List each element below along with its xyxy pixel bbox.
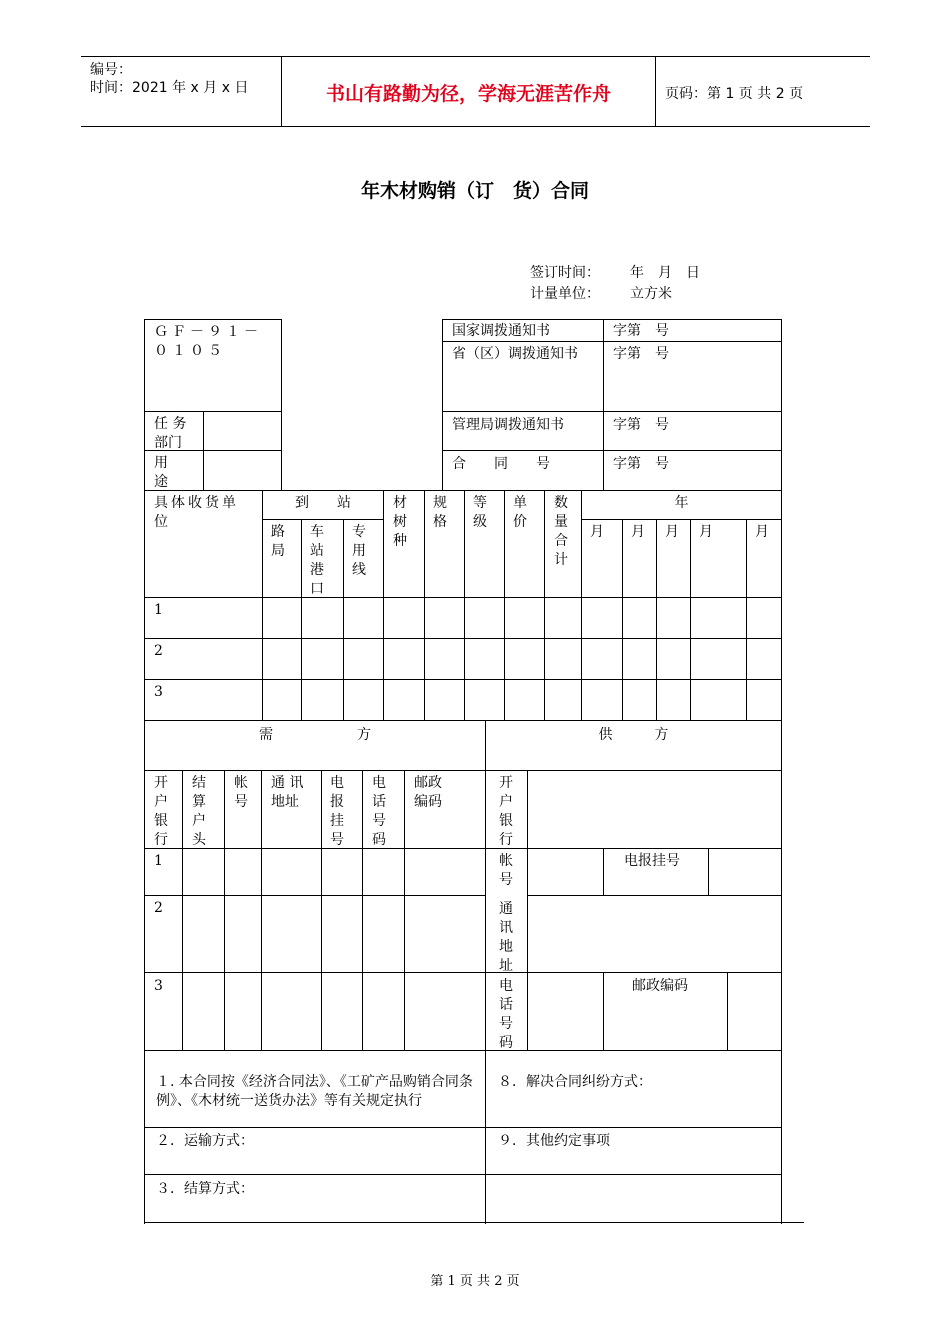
sign-date xyxy=(530,262,700,282)
party-row-number: 3 xyxy=(154,978,163,994)
col-qty: 数量合计 xyxy=(554,495,568,568)
party-row-number: 2 xyxy=(154,900,163,916)
col-month: 月 xyxy=(699,524,713,540)
measure-unit xyxy=(530,283,672,303)
term-3: ３．结算方式： xyxy=(156,1181,254,1197)
header-divider xyxy=(655,57,656,126)
page-label: 页码：第 1 页 共 2 页 xyxy=(665,86,804,102)
supply-phone-label: 电话号码 xyxy=(499,978,513,1051)
row-number: 1 xyxy=(154,602,163,618)
supply-address-label: 通讯地址 xyxy=(499,901,513,974)
col-station: 车站港口 xyxy=(310,524,324,597)
col-month: 月 xyxy=(631,524,645,540)
term-2: ２．运输方式： xyxy=(156,1133,254,1149)
document-title: 年木材购销（订 货）合同 xyxy=(360,180,589,202)
header-left xyxy=(90,61,248,97)
notice-value: 字第 号 xyxy=(613,346,669,362)
page-header xyxy=(81,56,870,127)
form-code: ＧＦ－９１－０１０５ xyxy=(154,324,262,359)
notice-value: 字第 号 xyxy=(613,456,669,472)
term-1: １. 本合同按《经济合同法》、《工矿产品购销合同条例》、《木材统一送货办法》等有关规定执行 xyxy=(156,1074,473,1109)
purpose-field[interactable] xyxy=(204,451,281,489)
col-receiver: 具体收货单位 xyxy=(154,495,239,530)
demand-col-bank: 开户银行 xyxy=(154,775,168,848)
task-dept-field[interactable] xyxy=(204,412,281,449)
notice-label: 合 同 号 xyxy=(452,456,550,472)
notice-label: 管理局调拨通知书 xyxy=(452,417,564,433)
col-month: 月 xyxy=(665,524,679,540)
notice-label: 省（区）调拨通知书 xyxy=(452,346,578,362)
demand-col-address: 通 讯地址 xyxy=(271,775,304,810)
col-line: 专用线 xyxy=(352,524,366,578)
col-bureau: 路局 xyxy=(271,524,285,559)
demand-col-phone: 电话号码 xyxy=(372,775,386,848)
row-number: 3 xyxy=(154,684,163,700)
unit-label: 计量单位： xyxy=(530,286,600,302)
col-year: 年 xyxy=(674,495,689,511)
supply-postcode-label: 邮政编码 xyxy=(632,978,688,994)
task-dept-label: 任 务部门 xyxy=(154,416,187,451)
col-spec: 规格 xyxy=(433,495,447,530)
notice-label: 国家调拨通知书 xyxy=(452,323,550,339)
party-row-number: 1 xyxy=(154,853,163,869)
demand-header: 需 方 xyxy=(259,727,371,743)
sign-label: 签订时间： xyxy=(530,265,600,281)
notice-value: 字第 号 xyxy=(613,323,669,339)
col-month: 月 xyxy=(590,524,604,540)
number-label: 编号： xyxy=(90,62,132,78)
col-price: 单价 xyxy=(513,495,527,530)
motto: 书山有路勤为径，学海无涯苦作舟 xyxy=(325,83,611,105)
purpose-label: 用 途 xyxy=(154,455,168,490)
term-9: ９．其他约定事项 xyxy=(498,1133,610,1149)
col-month: 月 xyxy=(755,524,769,540)
demand-col-account: 帐号 xyxy=(234,775,248,810)
supply-bank-label: 开户银行 xyxy=(499,775,513,848)
page-footer: 第 1 页 共 2 页 xyxy=(430,1274,520,1289)
supply-header: 供 方 xyxy=(598,727,669,743)
demand-col-settle: 结算户头 xyxy=(192,775,206,848)
unit-value: 立方米 xyxy=(630,286,672,302)
notice-value: 字第 号 xyxy=(613,417,669,433)
col-grade: 等级 xyxy=(473,495,487,530)
row-number: 2 xyxy=(154,643,163,659)
col-species: 材树种 xyxy=(393,495,407,549)
time-label: 时间：2021 年 x 月 x 日 xyxy=(90,80,249,96)
col-arrival: 到 站 xyxy=(295,495,351,511)
demand-col-postcode: 邮政编码 xyxy=(414,775,442,810)
supply-account-label: 帐号 xyxy=(499,853,513,888)
supply-telegraph-label: 电报挂号 xyxy=(624,853,680,869)
demand-col-telegraph: 电报挂号 xyxy=(330,775,344,848)
sign-value: 年 月 日 xyxy=(630,265,700,281)
term-8: ８．解决合同纠纷方式： xyxy=(498,1074,652,1090)
